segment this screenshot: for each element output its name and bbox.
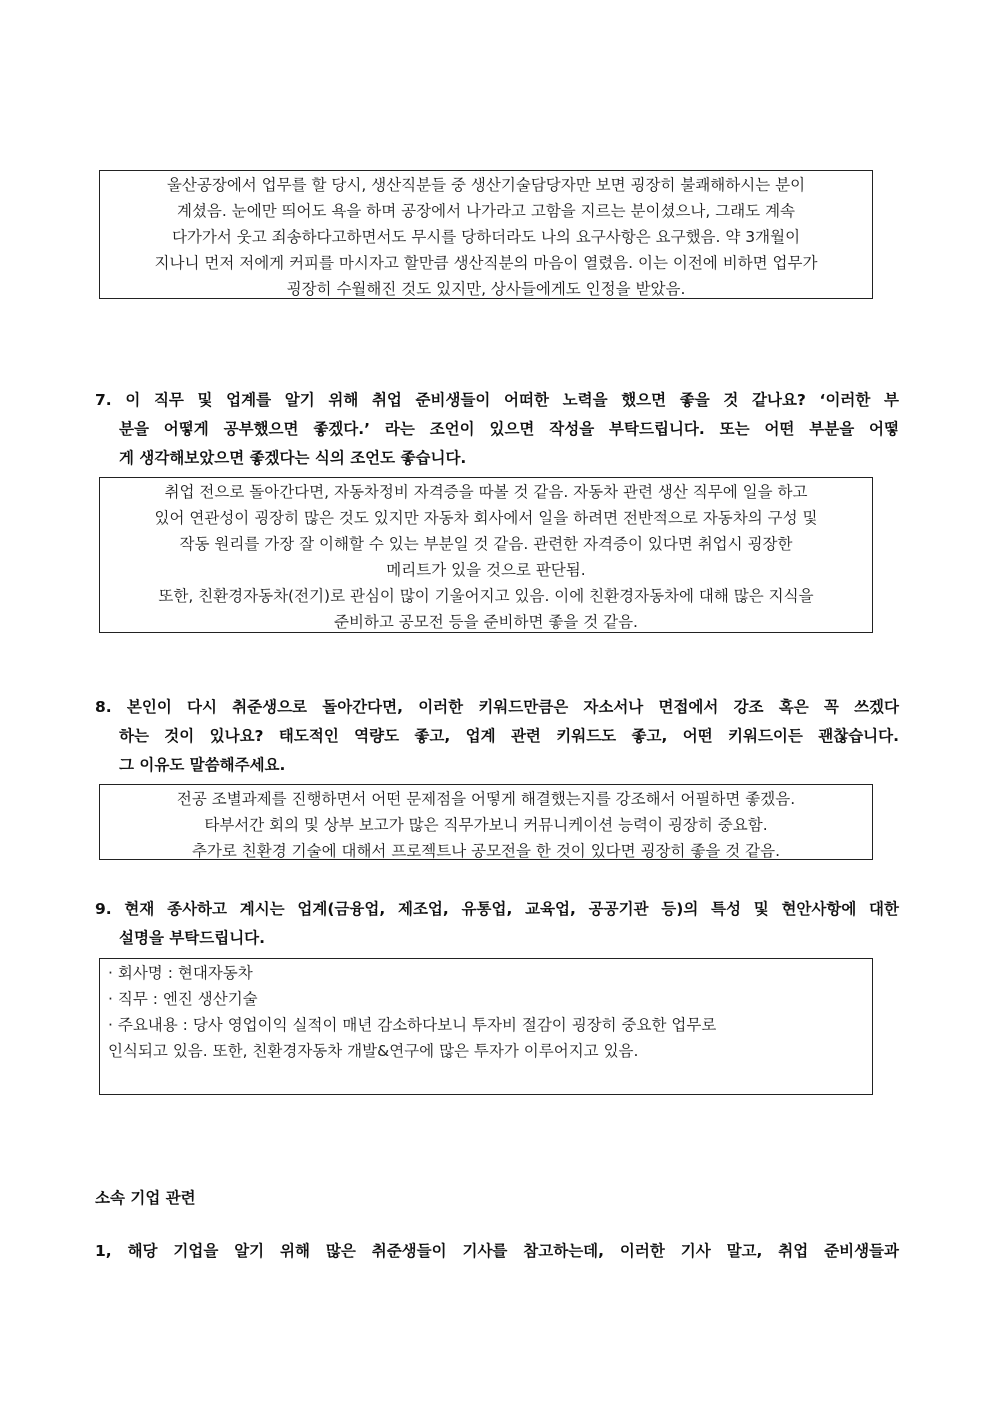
question-line: 설명을 부탁드립니다. [119,929,266,947]
question-line: 8. 본인이 다시 취준생으로 돌아간다면, 이러한 키워드만큼은 자소서나 면접에서 강조 혹은 꼭 쓰겠다 [95,698,899,716]
company-question-1 [95,1237,899,1266]
question-line: 게 생각해보았으면 좋겠다는 식의 조언도 좋습니다. [119,449,467,467]
answer-box-ulsan [99,170,873,299]
question-8 [95,693,899,780]
answer-line: 메리트가 있을 것으로 판단됨. [386,561,586,579]
question-line: 9. 현재 종사하고 계시는 업계(금융업, 제조업, 유통업, 교육업, 공공기관 등)의 특성 및 현안사항에 대한 [95,900,899,918]
answer-line: 취업 전으로 돌아간다면, 자동차정비 자격증을 따볼 것 같음. 자동차 관련 생산 직무에 일을 하고 [164,483,808,501]
answer-line: 작동 원리를 가장 잘 이해할 수 있는 부분일 것 같음. 관련한 자격증이 있다면 취업시 굉장한 [179,535,793,553]
answer-line: 전공 조별과제를 진행하면서 어떤 문제점을 어떻게 해결했는지를 강조해서 어필하면 좋겠음. [176,790,796,808]
question-line: 분을 어떻게 공부했으면 좋겠다.’ 라는 조언이 있으면 작성을 부탁드립니다. 또는 어떤 부분을 어떻 [119,420,899,438]
section-heading: 소속 기업 관련 [95,1189,196,1207]
answer-line: · 직무 : 엔진 생산기술 [108,990,258,1008]
question-9 [95,895,899,953]
question-7 [95,386,899,473]
answer-box-7 [99,477,873,633]
answer-line: 지나니 먼저 저에게 커피를 마시자고 할만큼 생산직분의 마음이 열렸음. 이는 이전에 비하면 업무가 [154,254,818,272]
answer-line: 타부서간 회의 및 상부 보고가 많은 직무가보니 커뮤니케이션 능력이 굉장히 중요함. [204,816,768,834]
answer-line: · 회사명 : 현대자동차 [108,964,253,982]
answer-line: 계셨음. 눈에만 띄어도 욕을 하며 공장에서 나가라고 고함을 지르는 분이셨으나, 그래도 계속 [176,202,796,220]
answer-line: 있어 연관성이 굉장히 많은 것도 있지만 자동차 회사에서 일을 하려면 전반적으로 자동차의 구성 및 [154,509,818,527]
answer-line: 준비하고 공모전 등을 준비하면 좋을 것 같음. [333,613,638,631]
answer-box-9 [99,958,873,1095]
answer-line: 울산공장에서 업무를 할 당시, 생산직분들 중 생산기술담당자만 보면 굉장히 불쾌해하시는 분이 [166,176,806,194]
answer-line: 인식되고 있음. 또한, 친환경자동차 개발&연구에 많은 투자가 이루어지고 있음. [108,1042,639,1060]
answer-line: 또한, 친환경자동차(전기)로 관심이 많이 기울어지고 있음. 이에 친환경자동차에 대해 많은 지식을 [158,587,814,605]
question-line: 7. 이 직무 및 업계를 알기 위해 취업 준비생들이 어떠한 노력을 했으면 좋을 것 같나요? ‘이러한 부 [95,391,899,409]
question-line: 하는 것이 있나요? 태도적인 역량도 좋고, 업계 관련 키워드도 좋고, 어떤 키워드이든 괜찮습니다. [119,727,899,745]
answer-line: 굉장히 수월해진 것도 있지만, 상사들에게도 인정을 받았음. [286,280,686,298]
answer-box-8 [99,784,873,860]
answer-line: · 주요내용 : 당사 영업이익 실적이 매년 감소하다보니 투자비 절감이 굉장히 중요한 업무로 [108,1016,717,1034]
question-line: 1, 해당 기업을 알기 위해 많은 취준생들이 기사를 참고하는데, 이러한 기사 말고, 취업 준비생들과 [95,1242,899,1260]
answer-line: 추가로 친환경 기술에 대해서 프로젝트나 공모전을 한 것이 있다면 굉장히 좋을 것 같음. [191,842,781,860]
answer-line: 다가가서 웃고 죄송하다고하면서도 무시를 당하더라도 나의 요구사항은 요구했음. 약 3개월이 [171,228,801,246]
question-line: 그 이유도 말씀해주세요. [119,756,286,774]
